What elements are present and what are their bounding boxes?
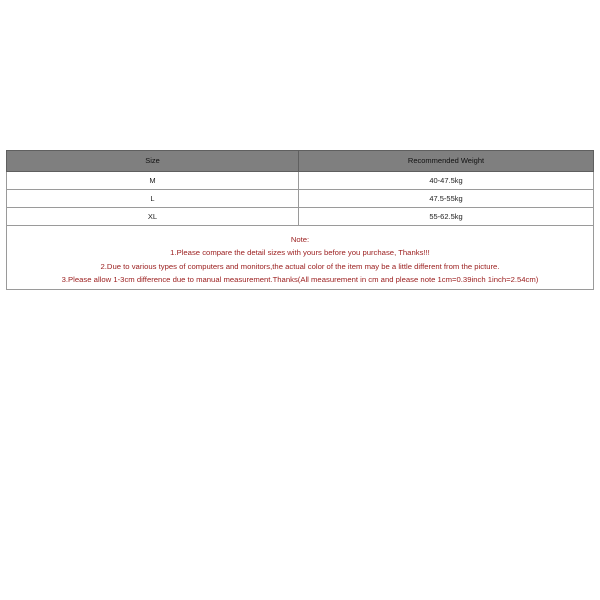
weight-cell: 40-47.5kg [299,172,594,190]
size-chart-table [6,150,594,290]
table-header-row [7,151,594,172]
size-cell: M [7,172,299,190]
note-cell [7,226,594,290]
header-size: Size [7,151,299,172]
note-title: Note: [290,235,310,244]
note-row [7,226,594,290]
size-cell: L [7,190,299,208]
table-row [7,172,594,190]
note-line-2: 2.Due to various types of computers and monitors,the actual color of the item may be a little different from the picture. [100,261,500,271]
note-line-3: 3.Please allow 1-3cm difference due to manual measurement.Thanks(All measurement in cm and please note 1cm=0.39inch 1inch=2.54cm) [61,275,539,284]
table-row [7,208,594,226]
weight-cell: 55-62.5kg [299,208,594,226]
size-cell: XL [7,208,299,226]
header-recommended-weight: Recommended Weight [299,151,594,172]
note-line-1: 1.Please compare the detail sizes with yours before you purchase, Thanks!!! [170,248,430,257]
weight-cell: 47.5-55kg [299,190,594,208]
table-row [7,190,594,208]
